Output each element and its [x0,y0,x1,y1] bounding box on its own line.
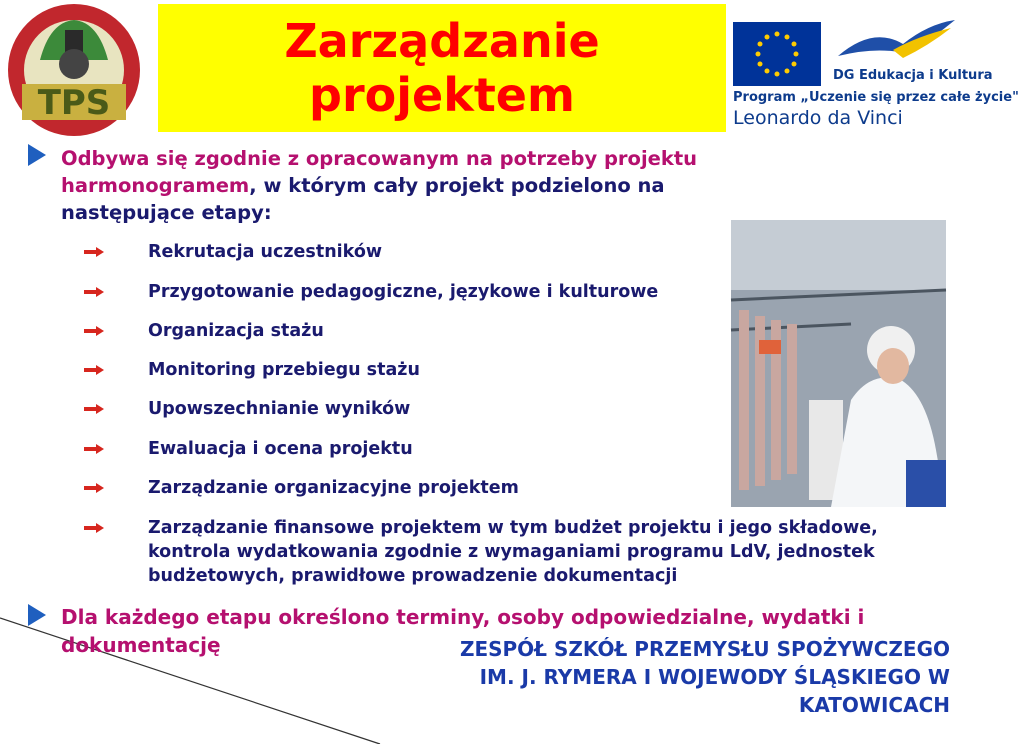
intro-bullet-icon [28,144,46,166]
worker-photo [731,220,946,507]
eu-logo-block [733,16,1019,131]
eu-program-label: Program „Uczenie się przez całe życie" [733,90,1019,105]
eu-flag-icon [733,22,821,86]
arrow-bullet-icon [84,287,104,297]
arrow-bullet-icon [84,444,104,454]
step-label: Zarządzanie organizacyjne projektem [148,478,519,498]
page-title: Zarządzanie projektem [284,14,600,122]
arrow-bullet-icon [84,404,104,414]
bottom-bullet-icon [28,604,46,626]
step-label: Upowszechnianie wyników [148,399,411,419]
step-label: Ewaluacja i ocena projektu [148,439,413,459]
arrow-bullet-icon [84,523,104,533]
bottom-text: Dla każdego etapu określono terminy, osoby odpowiedzialne, wydatki i dokumentację [61,605,865,657]
arrow-bullet-icon [84,483,104,493]
arrow-bullet-icon [84,365,104,375]
svg-text:TPS: TPS [37,83,111,123]
intro-text: Odbywa się zgodnie z opracowanym na potrzeby projektu harmonogramem, w którym cały projekt podzielono na następujące etapy: [61,147,698,224]
arrow-bullet-icon [84,247,104,257]
step-label: Monitoring przebiegu stażu [148,360,420,380]
eu-ldv-label: Leonardo da Vinci [733,107,903,129]
step-label: Przygotowanie pedagogiczne, językowe i kulturowe [148,282,659,302]
arrow-bullet-icon [84,326,104,336]
step-label: Zarządzanie finansowe projektem w tym budżet projektu i jego składowe, kontrola wydatkowania zgodnie z wymaganiami programu LdV, jednostek budżetowych, prawidłowe prowadzenie dokumentacji [148,518,878,586]
step-label: Rekrutacja uczestników [148,242,383,262]
step-label: Organizacja stażu [148,321,324,341]
eu-dg-label: DG Edukacja i Kultura [833,68,993,83]
school-name: ZESPÓŁ SZKÓŁ PRZEMYSŁU SPOŻYWCZEGO IM. J. RYMERA I WOJEWODY ŚLĄSKIEGO W KATOWICACH [459,637,950,717]
tps-logo [2,2,152,144]
ldv-bird-icon [833,16,958,71]
